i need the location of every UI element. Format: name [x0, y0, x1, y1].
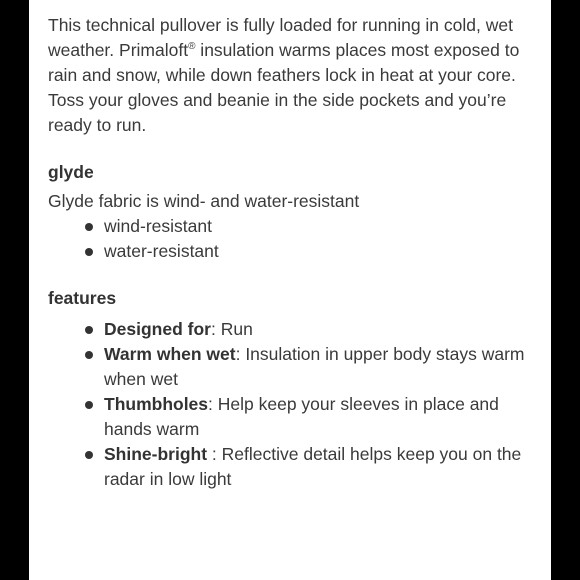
bullet-icon [85, 451, 93, 459]
features-list [48, 317, 546, 492]
list-item [48, 342, 546, 392]
product-description [48, 13, 546, 138]
list-item [48, 392, 546, 442]
feature-text: : Reflective detail helps keep you on the radar in low light [104, 444, 522, 489]
bullet-icon [85, 248, 93, 256]
bullet-icon [85, 401, 93, 409]
list-item [48, 239, 546, 264]
registered-mark: ® [188, 41, 196, 53]
product-details-panel [29, 0, 551, 580]
bullet-icon [85, 351, 93, 359]
feature-label: Shine-bright [104, 444, 208, 464]
features-heading: features [48, 288, 117, 308]
product-details-content [48, 13, 546, 492]
feature-text: : Help keep your sleeves in place and hands warm [104, 394, 499, 439]
list-item [48, 442, 546, 492]
bullet-icon [85, 326, 93, 334]
glyde-item-text: wind-resistant [104, 216, 212, 236]
feature-text: : Run [210, 319, 253, 339]
feature-text: : Insulation in upper body stays warm when wet [104, 344, 525, 389]
glyde-heading: glyde [48, 162, 94, 182]
list-item [48, 317, 546, 342]
description-text-part1: This technical pullover is fully loaded for running in cold, wet weather. Primaloft [48, 15, 513, 60]
glyde-list [48, 214, 546, 264]
description-text-part2: insulation warms places most exposed to rain and snow, while down feathers lock in heat at your core. Toss your gloves and beanie in the side pockets and you’re ready to run. [48, 40, 520, 135]
feature-label: Warm when wet [104, 344, 236, 364]
glyde-item-text: water-resistant [104, 241, 219, 261]
feature-label: Thumbholes [104, 394, 209, 414]
feature-label: Designed for [104, 319, 211, 339]
glyde-description: Glyde fabric is wind- and water-resistant [48, 191, 360, 211]
bullet-icon [85, 223, 93, 231]
list-item [48, 214, 546, 239]
